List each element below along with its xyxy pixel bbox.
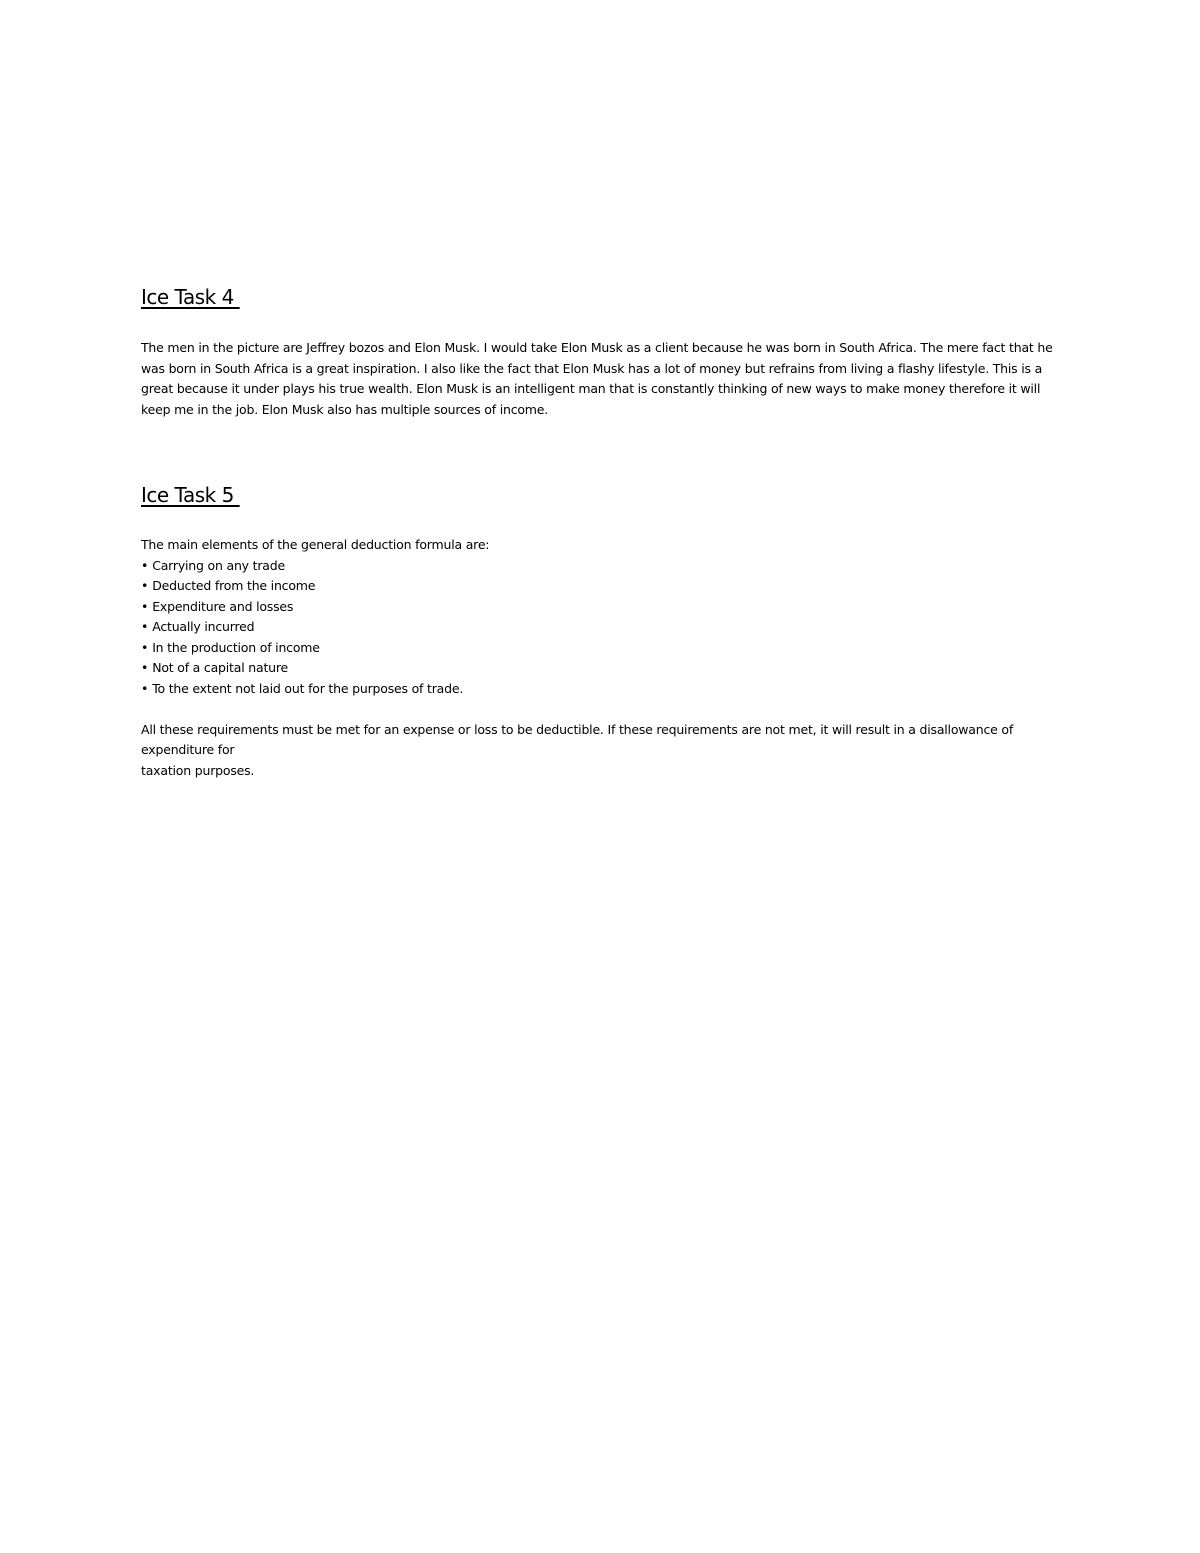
bullet-icon: • [141,598,149,614]
list-item-text: Not of a capital nature [152,660,289,676]
list-item [141,617,1061,638]
bullet-icon: • [141,557,149,573]
list-item [141,638,1061,659]
ice-task-4-heading: Ice Task 4 [141,285,240,309]
closing-line-2: taxation purposes. [141,762,255,778]
list-item-text: In the production of income [152,639,320,655]
ice-task-5-closing [141,720,1061,782]
list-item [141,576,1061,597]
document-content [141,283,1061,781]
list-item [141,658,1061,679]
list-item-text: To the extent not laid out for the purposes of trade. [152,681,464,697]
ice-task-5-intro: The main elements of the general deduction formula are: [141,537,490,552]
bullet-icon: • [141,681,149,697]
list-item [141,597,1061,618]
list-item [141,679,1061,700]
list-item-text: Carrying on any trade [152,557,285,573]
deduction-elements-list [141,556,1061,700]
bullet-icon: • [141,639,149,655]
list-item-text: Actually incurred [152,619,255,635]
bullet-icon: • [141,578,149,594]
list-item-text: Expenditure and losses [152,598,294,614]
closing-line-1: All these requirements must be met for an expense or loss to be deductible. If these requirements are not met, it will result in a disallowance of expenditure for [141,721,1014,758]
bullet-icon: • [141,660,149,676]
list-item-text: Deducted from the income [152,578,316,594]
ice-task-4-body: The men in the picture are Jeffrey bozos and Elon Musk. I would take Elon Musk as a client because he was born in South Africa. The mere fact that he was born in South Africa is a great inspiration. I also like the fact that Elon Musk has a lot of money but refrains from living a flashy lifestyle. This is a great because it under plays his true wealth. Elon Musk is an intelligent man that is constantly thinking of new ways to make money therefore it will keep me in the job. Elon Musk also has multiple sources of income. [141,340,1053,417]
list-item [141,556,1061,577]
bullet-icon: • [141,619,149,635]
ice-task-5-heading: Ice Task 5 [141,483,240,507]
